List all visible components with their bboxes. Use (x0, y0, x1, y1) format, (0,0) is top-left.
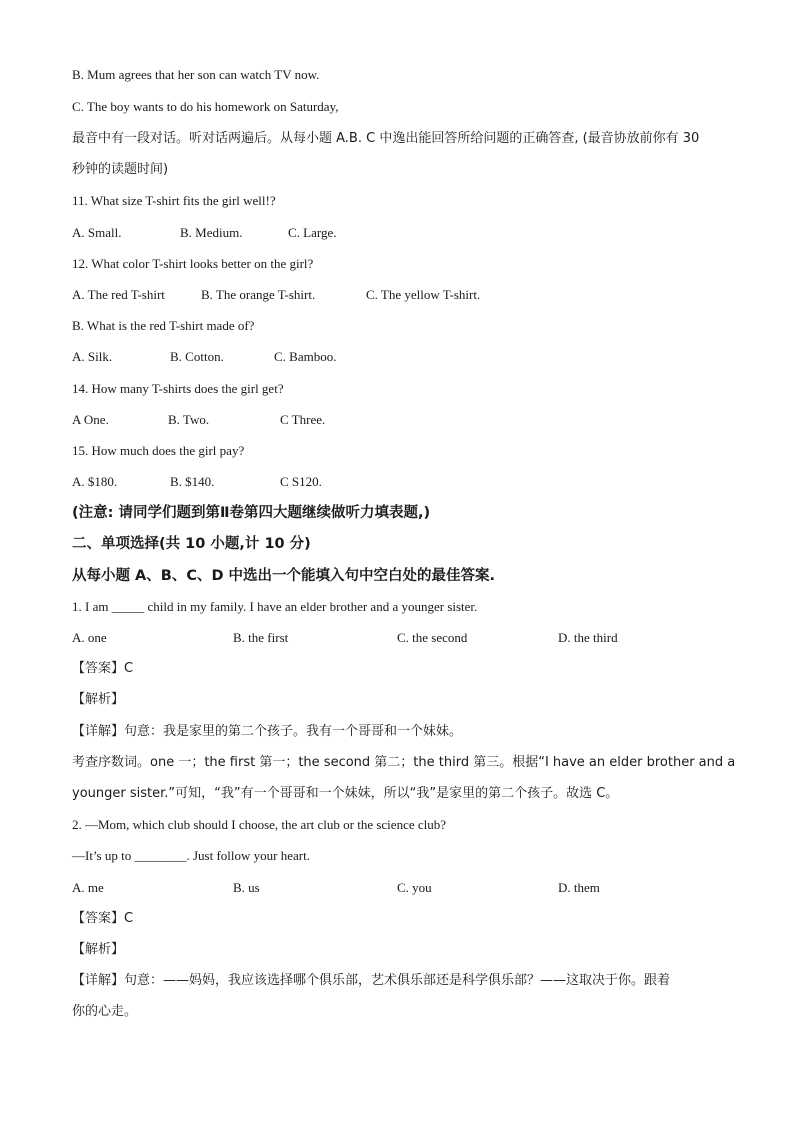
mc-question-2-option-a: A. me (72, 880, 104, 895)
mc-question-2-option-b: B. us (233, 880, 260, 895)
listening-note: (注意: 请同学们题到第Ⅱ卷第四大题继续做听力填表题,) (72, 505, 431, 521)
mc-question-1-option-b: B. the first (233, 630, 289, 645)
mc-question-2-answer: 【答案】C (72, 911, 134, 926)
mc-question-2-detail-line2: 你的心走。 (72, 1004, 138, 1019)
question-15-option-a: A. $180. (72, 474, 118, 489)
mc-question-1-option-d: D. the third (558, 630, 618, 645)
question-13: B. What is the red T-shirt made of? (72, 318, 255, 333)
question-15-option-b: B. $140. (170, 474, 215, 489)
question-11: 11. What size T-shirt fits the girl well!? (72, 193, 276, 208)
question-13-option-c: C. Bamboo. (274, 349, 337, 364)
question-11-option-b: B. Medium. (180, 225, 243, 240)
section-heading: 二、单项选择(共 10 小题,计 10 分) (72, 536, 311, 552)
question-12: 12. What color T-shirt looks better on the girl? (72, 256, 314, 271)
mc-question-2-option-d: D. them (558, 880, 600, 895)
question-15: 15. How much does the girl pay? (72, 443, 245, 458)
section-instruction: 从每小题 A、B、C、D 中选出一个能填入句中空白处的最佳答案. (72, 568, 496, 584)
question-12-option-b: B. The orange T-shirt. (201, 287, 316, 302)
question-11-option-c: C. Large. (288, 225, 337, 240)
mc-question-1-option-c: C. the second (397, 630, 468, 645)
mc-question-1: 1. I am _____ child in my family. I have an elder brother and a younger sister. (72, 599, 478, 614)
question-13-option-b: B. Cotton. (170, 349, 224, 364)
mc-question-2-option-c: C. you (397, 880, 432, 895)
mc-question-1-analysis-label: 【解析】 (72, 692, 125, 707)
mc-question-2-analysis-label: 【解析】 (72, 942, 125, 957)
mc-question-2: 2. —Mom, which club should I choose, the art club or the science club? (72, 817, 447, 832)
question-14-option-a: A One. (72, 412, 109, 427)
option-line-c-boy: C. The boy wants to do his homework on Saturday, (72, 99, 339, 114)
question-15-option-c: C S120. (280, 474, 322, 489)
mc-question-1-detail: 【详解】句意：我是家里的第二个孩子。我有一个哥哥和一个妹妹。 (72, 724, 463, 739)
option-line-b-mum: B. Mum agrees that her son can watch TV now. (72, 67, 320, 82)
mc-question-1-answer: 【答案】C (72, 661, 134, 676)
question-12-option-c: C. The yellow T-shirt. (366, 287, 481, 302)
listening-instruction-line2: 秒钟的读题时间) (72, 162, 169, 177)
mc-question-1-explanation-line1: 考查序数词。one 一；the first 第一；the second 第二；the third 第三。根据“I have an elder brother and a (72, 755, 736, 770)
question-11-option-a: A. Small. (72, 225, 122, 240)
mc-question-1-explanation-line2: younger sister.”可知，“我”有一个哥哥和一个妹妹，所以“我”是家里的第二个孩子。故选 C。 (72, 786, 619, 801)
question-14-option-c: C Three. (280, 412, 326, 427)
mc-question-1-option-a: A. one (72, 630, 107, 645)
question-14: 14. How many T-shirts does the girl get? (72, 381, 284, 396)
question-12-option-a: A. The red T-shirt (72, 287, 165, 302)
mc-question-2-reply: —It’s up to ________. Just follow your heart. (72, 848, 310, 863)
question-13-option-a: A. Silk. (72, 349, 113, 364)
listening-instruction-line1: 最音中有一段对话。听对话两遍后。从每小题 A.B. C 中逸出能回答所给问题的正确答查, (最音协放前你有 30 (72, 131, 700, 146)
mc-question-2-detail-line1: 【详解】句意：——妈妈，我应该选择哪个俱乐部，艺术俱乐部还是科学俱乐部？——这取决于你。跟着 (72, 973, 671, 988)
question-14-option-b: B. Two. (168, 412, 210, 427)
